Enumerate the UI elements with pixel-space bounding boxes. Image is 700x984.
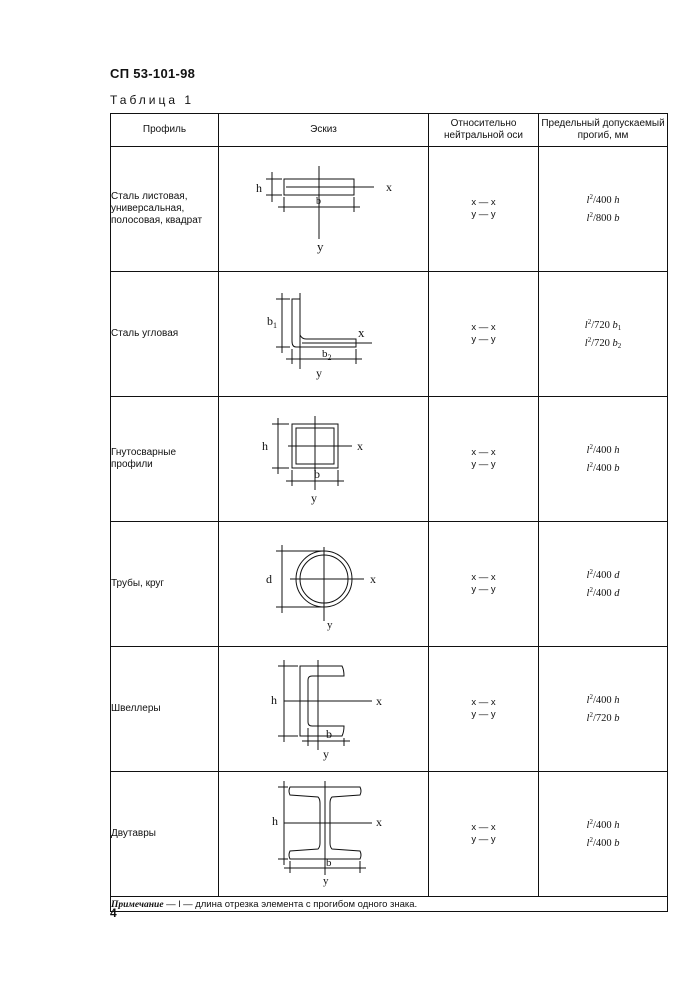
axis-x-label: x — [357, 325, 364, 340]
deflection-table — [110, 113, 668, 912]
channel-sketch — [234, 654, 414, 764]
table-note — [111, 897, 668, 912]
dim-b1-label: $b_1$ — [266, 314, 277, 330]
pipe-sketch — [234, 529, 414, 639]
header-sketch: Эскиз — [219, 114, 429, 147]
axis-yy: y — y — [471, 834, 496, 845]
header-deflection: Предельный допускаемый прогиб, мм — [539, 114, 668, 147]
axis-xx: x — x — [471, 572, 496, 583]
dim-h-label: h — [270, 693, 277, 707]
deflection-xx: $l^2/400$ h — [586, 443, 620, 456]
axis-yy: y — y — [471, 584, 496, 595]
axis-y-label: y — [322, 875, 328, 887]
deflection-xx: $l^2/400$ h — [586, 193, 620, 206]
deflection-xx: $l^2/400$ d — [586, 568, 620, 581]
deflection-cell — [539, 147, 668, 272]
axis-yy: y — y — [471, 209, 496, 220]
deflection-yy: $l^2/400$ d — [586, 586, 620, 599]
sketch-cell — [219, 522, 429, 647]
axis-yy: y — y — [471, 459, 496, 470]
dim-b2-label: $b_2$ — [321, 348, 331, 362]
angle-steel-sketch — [234, 279, 414, 389]
note-row — [111, 897, 668, 912]
axis-xx: x — x — [471, 322, 496, 333]
rectangular-tube-sketch — [234, 404, 414, 514]
deflection-yy: $l^2/400$ b — [586, 836, 620, 849]
axes-cell — [429, 647, 539, 772]
document-code: СП 53-101-98 — [110, 66, 196, 81]
dim-h-label: h — [255, 181, 262, 195]
axis-xx: x — x — [471, 697, 496, 708]
deflection-yy: $l^2/800$ b — [586, 211, 620, 224]
axis-yy: y — y — [471, 334, 496, 345]
table-caption: Таблица 1 — [110, 93, 195, 107]
profile-name: Швеллеры — [111, 647, 219, 772]
dim-d-label: d — [265, 572, 272, 586]
deflection-xx: $l^2/400$ h — [586, 693, 620, 706]
profile-name: Гнутосварные профили — [111, 397, 219, 522]
axis-y-label: y — [310, 491, 317, 505]
header-axis: Относительно нейтральной оси — [429, 114, 539, 147]
axis-xx: x — x — [471, 447, 496, 458]
dim-b-label: b — [325, 857, 331, 869]
axis-xx: x — x — [471, 197, 496, 208]
sketch-cell — [219, 647, 429, 772]
dim-h-label: h — [271, 814, 278, 828]
deflection-xx: $l^2/720$ $b_1$ — [584, 318, 622, 332]
note-label: Примечание — [111, 899, 164, 910]
axes-cell — [429, 147, 539, 272]
dim-h-label: h — [261, 439, 268, 453]
deflection-yy: $l^2/400$ b — [586, 461, 620, 474]
profile-name: Сталь угловая — [111, 272, 219, 397]
table-header-row — [111, 114, 668, 147]
dim-b-label: b — [325, 727, 332, 741]
axis-x-label: x — [356, 439, 363, 453]
axis-x-label: x — [385, 180, 392, 194]
profile-name: Трубы, круг — [111, 522, 219, 647]
table-row — [111, 147, 668, 272]
axis-x-label: x — [369, 572, 376, 586]
sketch-cell — [219, 772, 429, 897]
deflection-xx: $l^2/400$ h — [586, 818, 620, 831]
axes-cell — [429, 522, 539, 647]
axis-y-label: y — [316, 239, 323, 254]
table-row — [111, 272, 668, 397]
sketch-cell — [219, 397, 429, 522]
axis-x-label: x — [375, 815, 382, 829]
axes-cell — [429, 397, 539, 522]
profile-name: Сталь листовая, универсальная, полосовая, квадрат — [111, 147, 219, 272]
sketch-cell — [219, 147, 429, 272]
profile-name: Двутавры — [111, 772, 219, 897]
axis-y-label: y — [322, 747, 329, 761]
sketch-cell — [219, 272, 429, 397]
axis-y-label: y — [326, 619, 332, 631]
header-profile: Профиль — [111, 114, 219, 147]
deflection-cell — [539, 647, 668, 772]
axis-yy: y — y — [471, 709, 496, 720]
deflection-cell — [539, 522, 668, 647]
axis-xx: x — x — [471, 822, 496, 833]
sheet-steel-sketch — [234, 154, 414, 264]
axis-x-label: x — [375, 694, 382, 708]
table-row — [111, 647, 668, 772]
dim-b-label: b — [315, 196, 321, 207]
table-row — [111, 522, 668, 647]
deflection-cell — [539, 397, 668, 522]
deflection-cell — [539, 772, 668, 897]
axis-y-label: y — [315, 366, 322, 380]
axes-cell — [429, 772, 539, 897]
deflection-yy: $l^2/720$ $b_2$ — [584, 336, 622, 350]
deflection-yy: $l^2/720$ b — [586, 711, 620, 724]
note-text: — l — длина отрезка элемента с прогибом одного знака. — [163, 898, 418, 910]
page-number: 4 — [110, 906, 117, 920]
deflection-cell — [539, 272, 668, 397]
table-row — [111, 772, 668, 897]
table-row — [111, 397, 668, 522]
dim-b-label: b — [313, 467, 320, 481]
axes-cell — [429, 272, 539, 397]
i-beam-sketch — [234, 779, 414, 889]
